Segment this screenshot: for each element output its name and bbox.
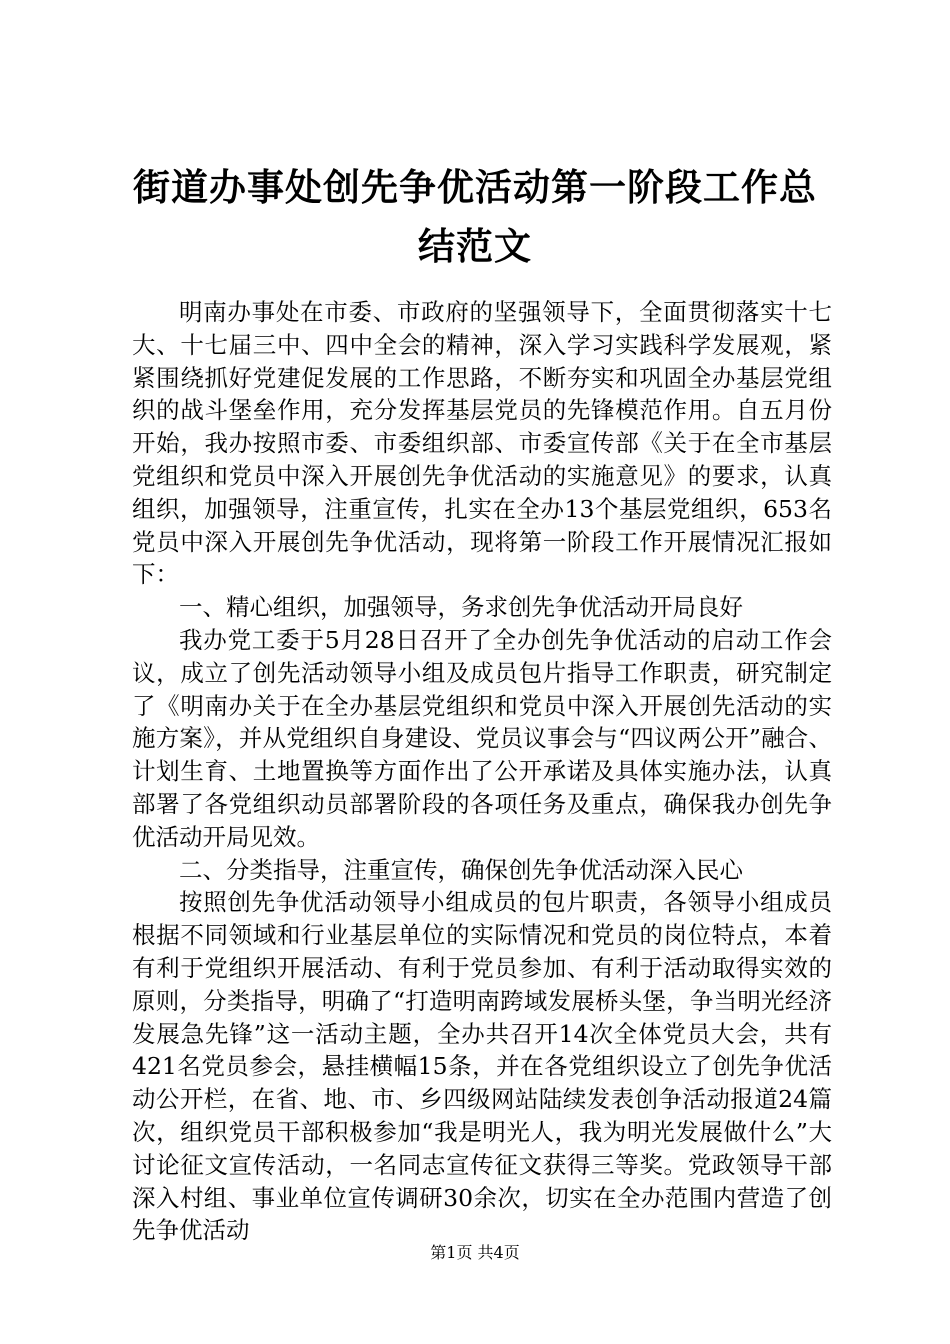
paragraph-section-2: 按照创先争优活动领导小组成员的包片职责，各领导小组成员根据不同领域和行业基层单位的实际情况和党员的岗位特点，本着有利于党组织开展活动、有利于党员参加、有利于活动取得实效的原则，分类指导，明确了“打造明南跨域发展桥头堡，争当明光经济发展急先锋”这一活动主题，全办共召开14次全体党员大会，共有421名党员参会，悬挂横幅15条，并在各党组织设立了创先争优活动公开栏，在省、地、市、乡四级网站陆续发表创争活动报道24篇次，组织党员干部积极参加“我是明光人，我为明光发展做什么”大讨论征文宣传活动，一名同志宣传征文获得三等奖。党政领导干部深入村组、事业单位宣传调研30余次，切实在全办范围内营造了创先争优活动 xyxy=(132,888,832,1245)
document-body xyxy=(132,296,832,1247)
section-heading-2: 二、分类指导，注重宣传，确保创先争优活动深入民心 xyxy=(179,855,743,884)
section-heading-1: 一、精心组织，加强领导，务求创先争优活动开局良好 xyxy=(179,593,743,622)
document-title: 街道办事处创先争优活动第一阶段工作总结范文 xyxy=(133,165,817,268)
paragraph-intro: 明南办事处在市委、市政府的坚强领导下，全面贯彻落实十七大、十七届三中、四中全会的精神，深入学习实践科学发展观，紧紧围绕抓好党建促发展的工作思路，不断夯实和巩固全办基层党组织的战斗堡垒作用，充分发挥基层党员的先锋模范作用。自五月份开始，我办按照市委、市委组织部、市委宣传部《关于在全市基层党组织和党员中深入开展创先争优活动的实施意见》的要求，认真组织，加强领导，注重宣传，扎实在全办13个基层党组织，653名党员中深入开展创先争优活动，现将第一阶段工作开展情况汇报如下： xyxy=(132,298,832,589)
page-number-footer: 第1页 共4页 xyxy=(430,1243,520,1262)
paragraph-section-1: 我办党工委于5月28日召开了全办创先争优活动的启动工作会议，成立了创先活动领导小组及成员包片指导工作职责，研究制定了《明南办关于在全办基层党组织和党员中深入开展创先活动的实施方案》，并从党组织自身建设、党员议事会与“四议两公开”融合、计划生育、土地置换等方面作出了公开承诺及具体实施办法，认真部署了各党组织动员部署阶段的各项任务及重点，确保我办创先争优活动开局见效。 xyxy=(132,625,832,851)
